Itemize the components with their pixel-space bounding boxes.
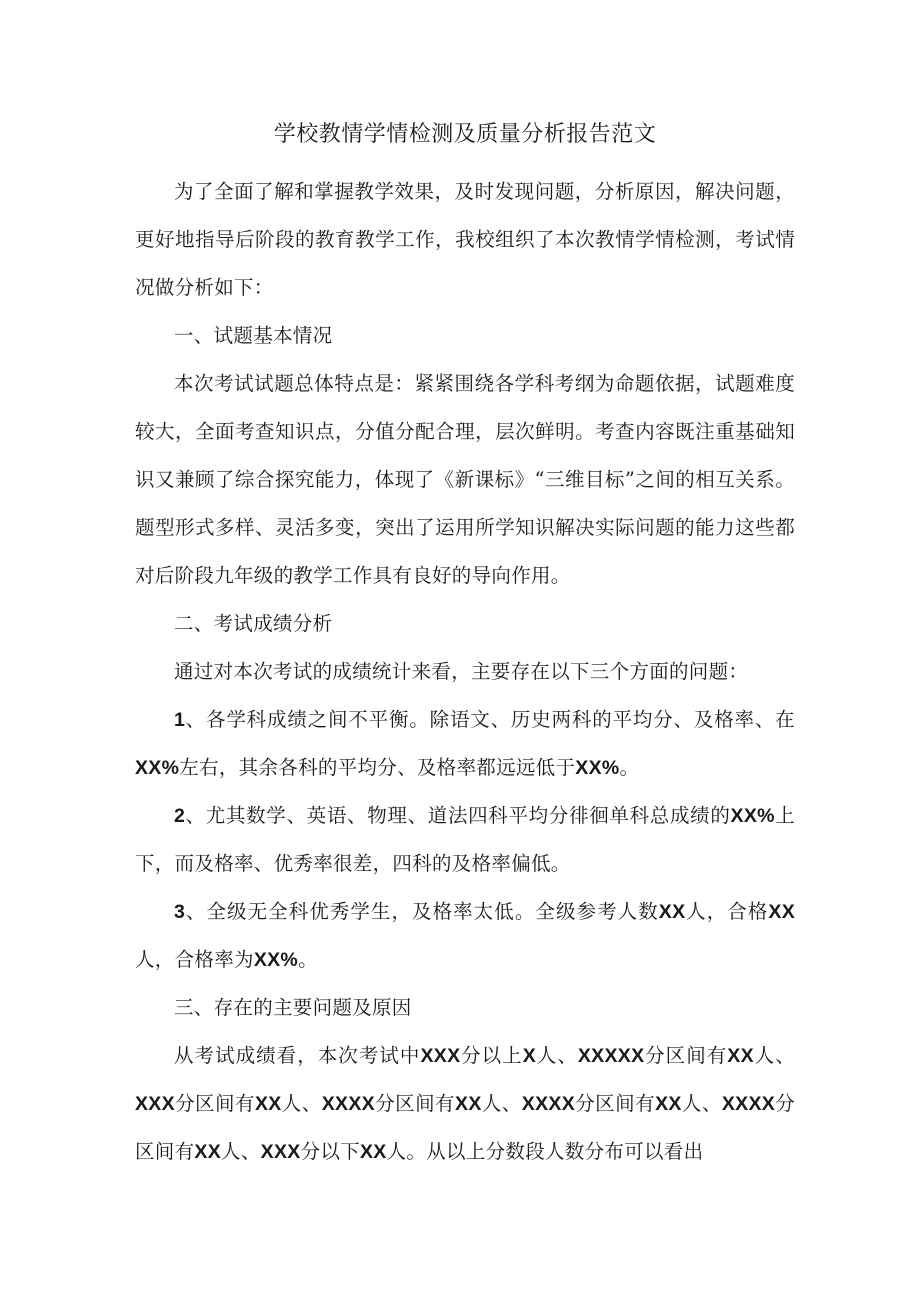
section-1-heading: 一、试题基本情况 xyxy=(174,324,333,347)
section-3-body: 从考试成绩看，本次考试中XXX分以上X人、XXXXX分区间有XX人、XXX分区间有XX人、XXXX分区间有XX人、XXXX分区间有XX人、XXXX分区间有XX人、XXX分以下XX人。从以上分数段人数分布可以看出 xyxy=(135,1044,796,1163)
section-3-heading: 三、存在的主要问题及原因 xyxy=(174,996,412,1019)
list-item-1: 1、各学科成绩之间不平衡。除语文、历史两科的平均分、及格率、在XX%左右，其余各科的平均分、及格率都远远低于XX%。 xyxy=(135,708,795,779)
item-number: 3 xyxy=(174,901,186,923)
section-2-heading: 二、考试成绩分析 xyxy=(174,612,333,635)
list-item-2: 2、尤其数学、英语、物理、道法四科平均分徘徊单科总成绩的XX%上下，而及格率、优秀率很差，四科的及格率偏低。 xyxy=(135,804,795,875)
document-page xyxy=(135,120,795,1176)
list-item-3: 3、全级无全科优秀学生，及格率太低。全级参考人数XX人，合格XX人，合格率为XX%。 xyxy=(135,900,796,971)
document-title: 学校教情学情检测及质量分析报告范文 xyxy=(273,122,657,147)
section-2-intro: 通过对本次考试的成绩统计来看，主要存在以下三个方面的问题： xyxy=(174,660,749,683)
section-1-body: 本次考试试题总体特点是：紧紧围绕各学科考纲为命题依据，试题难度较大，全面考查知识点，分值分配合理，层次鲜明。考查内容既注重基础知识又兼顾了综合探究能力，体现了《新课标》“三维目标”之间的相互关系。题型形式多样、灵活多变，突出了运用所学知识解决实际问题的能力这些都对后阶段九年级的教学工作具有良好的导向作用。 xyxy=(135,372,795,587)
item-number: 1 xyxy=(174,709,186,731)
item-number: 2 xyxy=(174,805,186,827)
intro-paragraph: 为了全面了解和掌握教学效果，及时发现问题，分析原因，解决问题，更好地指导后阶段的教育教学工作，我校组织了本次教情学情检测，考试情况做分析如下： xyxy=(135,180,795,299)
